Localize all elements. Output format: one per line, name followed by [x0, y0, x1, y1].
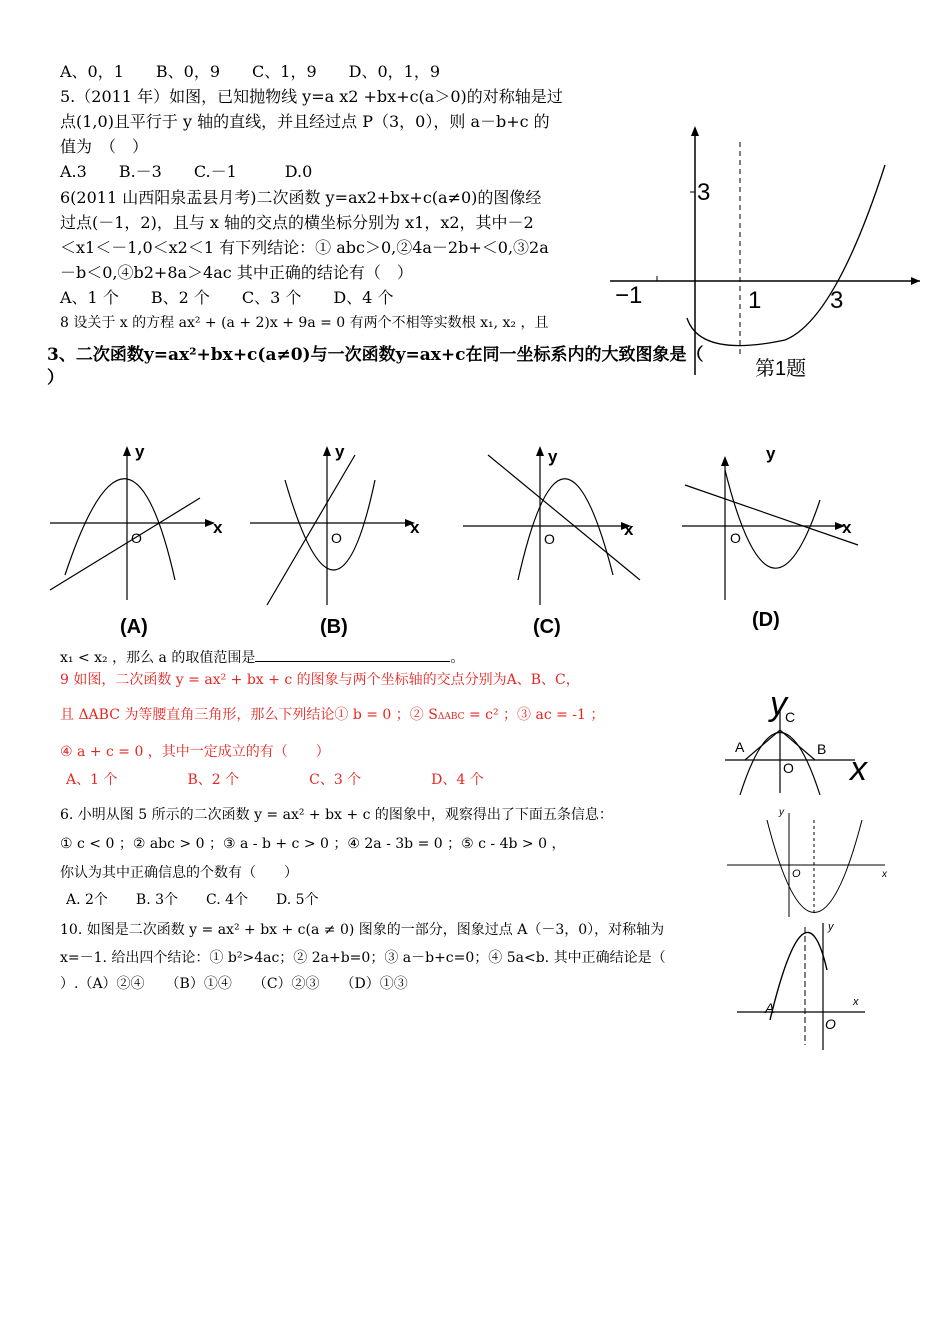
graph-d-y-arrow [721, 456, 729, 466]
q9-line2-c: = c² ；③ ac = -1 ； [464, 707, 605, 723]
q6-options: A、1 个 B、2 个 C、3 个 D、4 个 [60, 288, 394, 307]
q5-line1: 5.（2011 年）如图，已知抛物线 y=a x2 +bx+c(a＞0)的对称轴是过 [60, 87, 563, 106]
q9-line1: 9 如图，二次函数 y = ax² + bx + c 的图象与两个坐标轴的交点分别为A、B、C， [60, 672, 580, 688]
q9-options: A、1 个 B、2 个 C、3 个 D、4 个 [66, 772, 484, 788]
graph-d-caption: (D) [752, 609, 780, 631]
q8-line2 [60, 648, 464, 668]
graph-c-y-label: y [548, 447, 558, 466]
q6-line2: 过点(－1，2)，且与 x 轴的交点的横坐标分别为 x1，x2，其中－2 [60, 213, 534, 232]
graph-a-y-label: y [135, 442, 145, 461]
fig1-x-arrow [911, 277, 920, 285]
graph-b-y-arrow [323, 446, 331, 456]
q3-line1: 3、二次函数y=ax²+bx+c(a≠0)与一次函数y=ax+c在同一坐标系内的大致图象是（ [47, 345, 704, 365]
q5-options: A.3 B.－3 C.－1 D.0 [60, 162, 313, 181]
graph-c-origin: O [544, 531, 555, 547]
q10-line1: 10. 如图是二次函数 y = ax² + bx + c(a ≠ 0) 图象的一部分，图象过点 A（－3，0），对称轴为 [60, 922, 665, 938]
q9-line2-sub: ΔABC [437, 712, 465, 722]
q5-line2: 点(1,0)且平行于 y 轴的直线，并且经过点 P（3，0），则 a－b+c 的 [60, 112, 550, 131]
graph-d-line [685, 485, 858, 545]
q6b-options: A. 2个 B. 3个 C. 4个 D. 5个 [66, 892, 319, 908]
q6b-line3: 你认为其中正确信息的个数有（ ） [60, 865, 298, 881]
graph-c-line [488, 455, 640, 580]
q3-line2: ） [47, 368, 64, 388]
fig9-point-b: B [817, 741, 827, 757]
graph-c [458, 440, 643, 640]
fig9-y-label: y [770, 685, 787, 723]
graph-b [245, 440, 425, 640]
fig10-x-label: x [853, 996, 859, 1008]
q8-line2-end: 。 [450, 650, 465, 666]
graph-d-y-label: y [766, 444, 776, 463]
graph-c-y-arrow [536, 446, 544, 456]
fig10-point-a: A [765, 1000, 775, 1016]
graph-a-caption: (A) [120, 616, 148, 638]
fig10-parabola [770, 932, 827, 1020]
graph-d-x-label: x [842, 518, 852, 537]
fig9-point-o: O [783, 760, 794, 776]
figure-q10 [735, 915, 885, 1055]
figure-q9 [725, 675, 905, 800]
q5-line3: 值为 （ ） [60, 137, 149, 156]
fig1-label-neg1: −1 [615, 282, 643, 309]
graph-b-origin: O [331, 530, 342, 546]
q8-line1: 8 设关于 x 的方程 ax² + (a + 2)x + 9a = 0 有两个不相等实数根 x₁, x₂ ，且 [60, 315, 549, 331]
q10-line2: x=－1. 给出四个结论：① b²>4ac；② 2a+b=0；③ a－b+c=0；④ 5a<b. 其中正确结论是（ [60, 950, 666, 966]
q9-line2 [60, 705, 604, 727]
fig10-origin: O [825, 1016, 836, 1032]
graph-b-y-label: y [335, 442, 345, 461]
q6b-line1: 6. 小明从图 5 所示的二次函数 y = ax² + bx + c 的图象中，观察得出了下面五条信息： [60, 807, 613, 823]
fig1-y-arrow [691, 126, 699, 136]
graph-a [45, 440, 225, 640]
graph-a-line [50, 498, 200, 590]
graph-a-x-label: x [213, 518, 223, 537]
q6-line1: 6(2011 山西阳泉盂县月考)二次函数 y=ax2+bx+c(a≠0)的图像经 [60, 188, 542, 207]
graph-a-origin: O [131, 530, 142, 546]
q6b-line2: ① c < 0 ；② abc > 0 ；③ a - b + c > 0 ；④ 2a - 3b = 0 ；⑤ c - 4b > 0 ， [60, 836, 566, 852]
graph-d-parabola [725, 470, 820, 568]
fig9-point-c: C [785, 709, 796, 725]
q9-line2-a: 且 ΔABC 为等腰直角三角形，那么下列结论① b = 0 ；② S [60, 707, 438, 723]
graph-c-x-label: x [624, 520, 634, 539]
graph-b-caption: (B) [320, 616, 348, 638]
fig6-x-label: x [882, 869, 887, 880]
q10-line3: ）.（A）②④ （B）①④ （C）②③ （D）①③ [60, 976, 408, 992]
answer-blank[interactable] [255, 649, 450, 662]
figure-q6 [722, 805, 892, 920]
graph-a-y-arrow [123, 446, 131, 456]
q6-line3: ＜x1＜－1,0＜x2＜1 有下列结论：① abc＞0,②4a－2b+＜0,③2a [60, 238, 549, 257]
graph-d [680, 440, 865, 640]
graph-b-parabola [285, 480, 375, 570]
figure-q5 [605, 120, 925, 390]
graph-a-parabola [65, 479, 175, 580]
fig9-x-label: x [850, 750, 867, 788]
graph-c-caption: (C) [533, 616, 561, 638]
graph-c-parabola [518, 479, 613, 580]
fig1-parabola [687, 165, 885, 346]
graph-b-x-label: x [410, 518, 420, 537]
q9-line3: ④ a + c = 0 ，其中一定成立的有（ ） [60, 744, 330, 760]
fig1-label-1: 1 [748, 287, 762, 314]
q8-line2-text: x₁ < x₂ ，那么 a 的取值范围是 [60, 650, 256, 666]
fig10-y-label: y [828, 921, 834, 933]
fig6-y-label: y [779, 807, 784, 818]
fig6-origin: O [792, 868, 801, 880]
graph-d-origin: O [730, 530, 741, 546]
q4-options: A、0，1 B、0，9 C、1，9 D、0，1，9 [60, 62, 441, 81]
fig9-point-a: A [735, 739, 745, 755]
q6-line4: －b＜0,④b2+8a＞4ac 其中正确的结论有（ ） [60, 263, 413, 282]
fig1-label-3x: 3 [830, 287, 844, 314]
fig1-label-3: 3 [697, 179, 711, 206]
fig1-caption: 第1题 [755, 358, 807, 380]
